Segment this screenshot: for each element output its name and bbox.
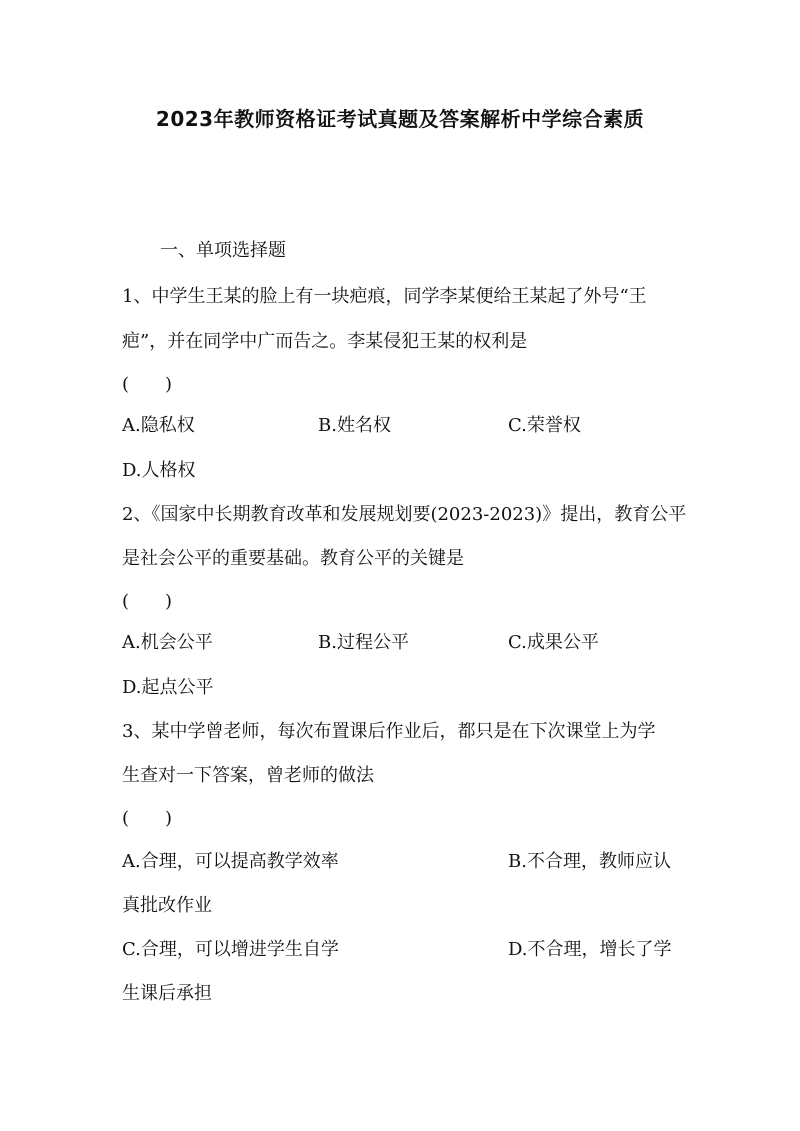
question-1-stem-line-1: 1、中学生王某的脸上有一块疤痕，同学李某便给王某起了外号“王	[122, 286, 647, 307]
question-1-option-a: A.隐私权	[122, 415, 195, 436]
question-2-answer-blank: ( )	[122, 591, 173, 612]
question-1-answer-blank: ( )	[122, 374, 173, 395]
question-1-option-b: B.姓名权	[318, 415, 391, 436]
question-3-answer-blank: ( )	[122, 808, 173, 829]
question-2-option-d: D.起点公平	[122, 677, 214, 698]
question-2-stem-line-1: 2、《国家中长期教育改革和发展规划要(2023-2023)》提出，教育公平	[122, 504, 687, 525]
question-2-option-a: A.机会公平	[122, 632, 213, 653]
question-2-option-c: C.成果公平	[508, 632, 599, 653]
question-1-option-c: C.荣誉权	[508, 415, 581, 436]
question-3-option-b: B.不合理，教师应认	[508, 851, 671, 872]
question-3-option-a: A.合理，可以提高教学效率	[122, 851, 339, 872]
question-3-stem-line-1: 3、某中学曾老师，每次布置课后作业后，都只是在下次课堂上为学	[122, 721, 656, 742]
question-3-option-d-continued: 生课后承担	[122, 983, 212, 1004]
question-2-stem-line-2: 是社会公平的重要基础。教育公平的关键是	[122, 548, 464, 569]
question-2-option-b: B.过程公平	[318, 632, 409, 653]
question-1-option-d: D.人格权	[122, 460, 196, 481]
section-heading: 一、单项选择题	[160, 240, 286, 261]
question-3-option-d: D.不合理，增长了学	[508, 939, 672, 960]
question-3-stem-line-2: 生查对一下答案，曾老师的做法	[122, 765, 374, 786]
question-1-stem-line-2: 疤”，并在同学中广而告之。李某侵犯王某的权利是	[122, 331, 528, 352]
question-3-option-c: C.合理，可以增进学生自学	[122, 939, 339, 960]
question-3-option-b-continued: 真批改作业	[122, 895, 212, 916]
document-title: 2023年教师资格证考试真题及答案解析中学综合素质	[155, 107, 645, 131]
